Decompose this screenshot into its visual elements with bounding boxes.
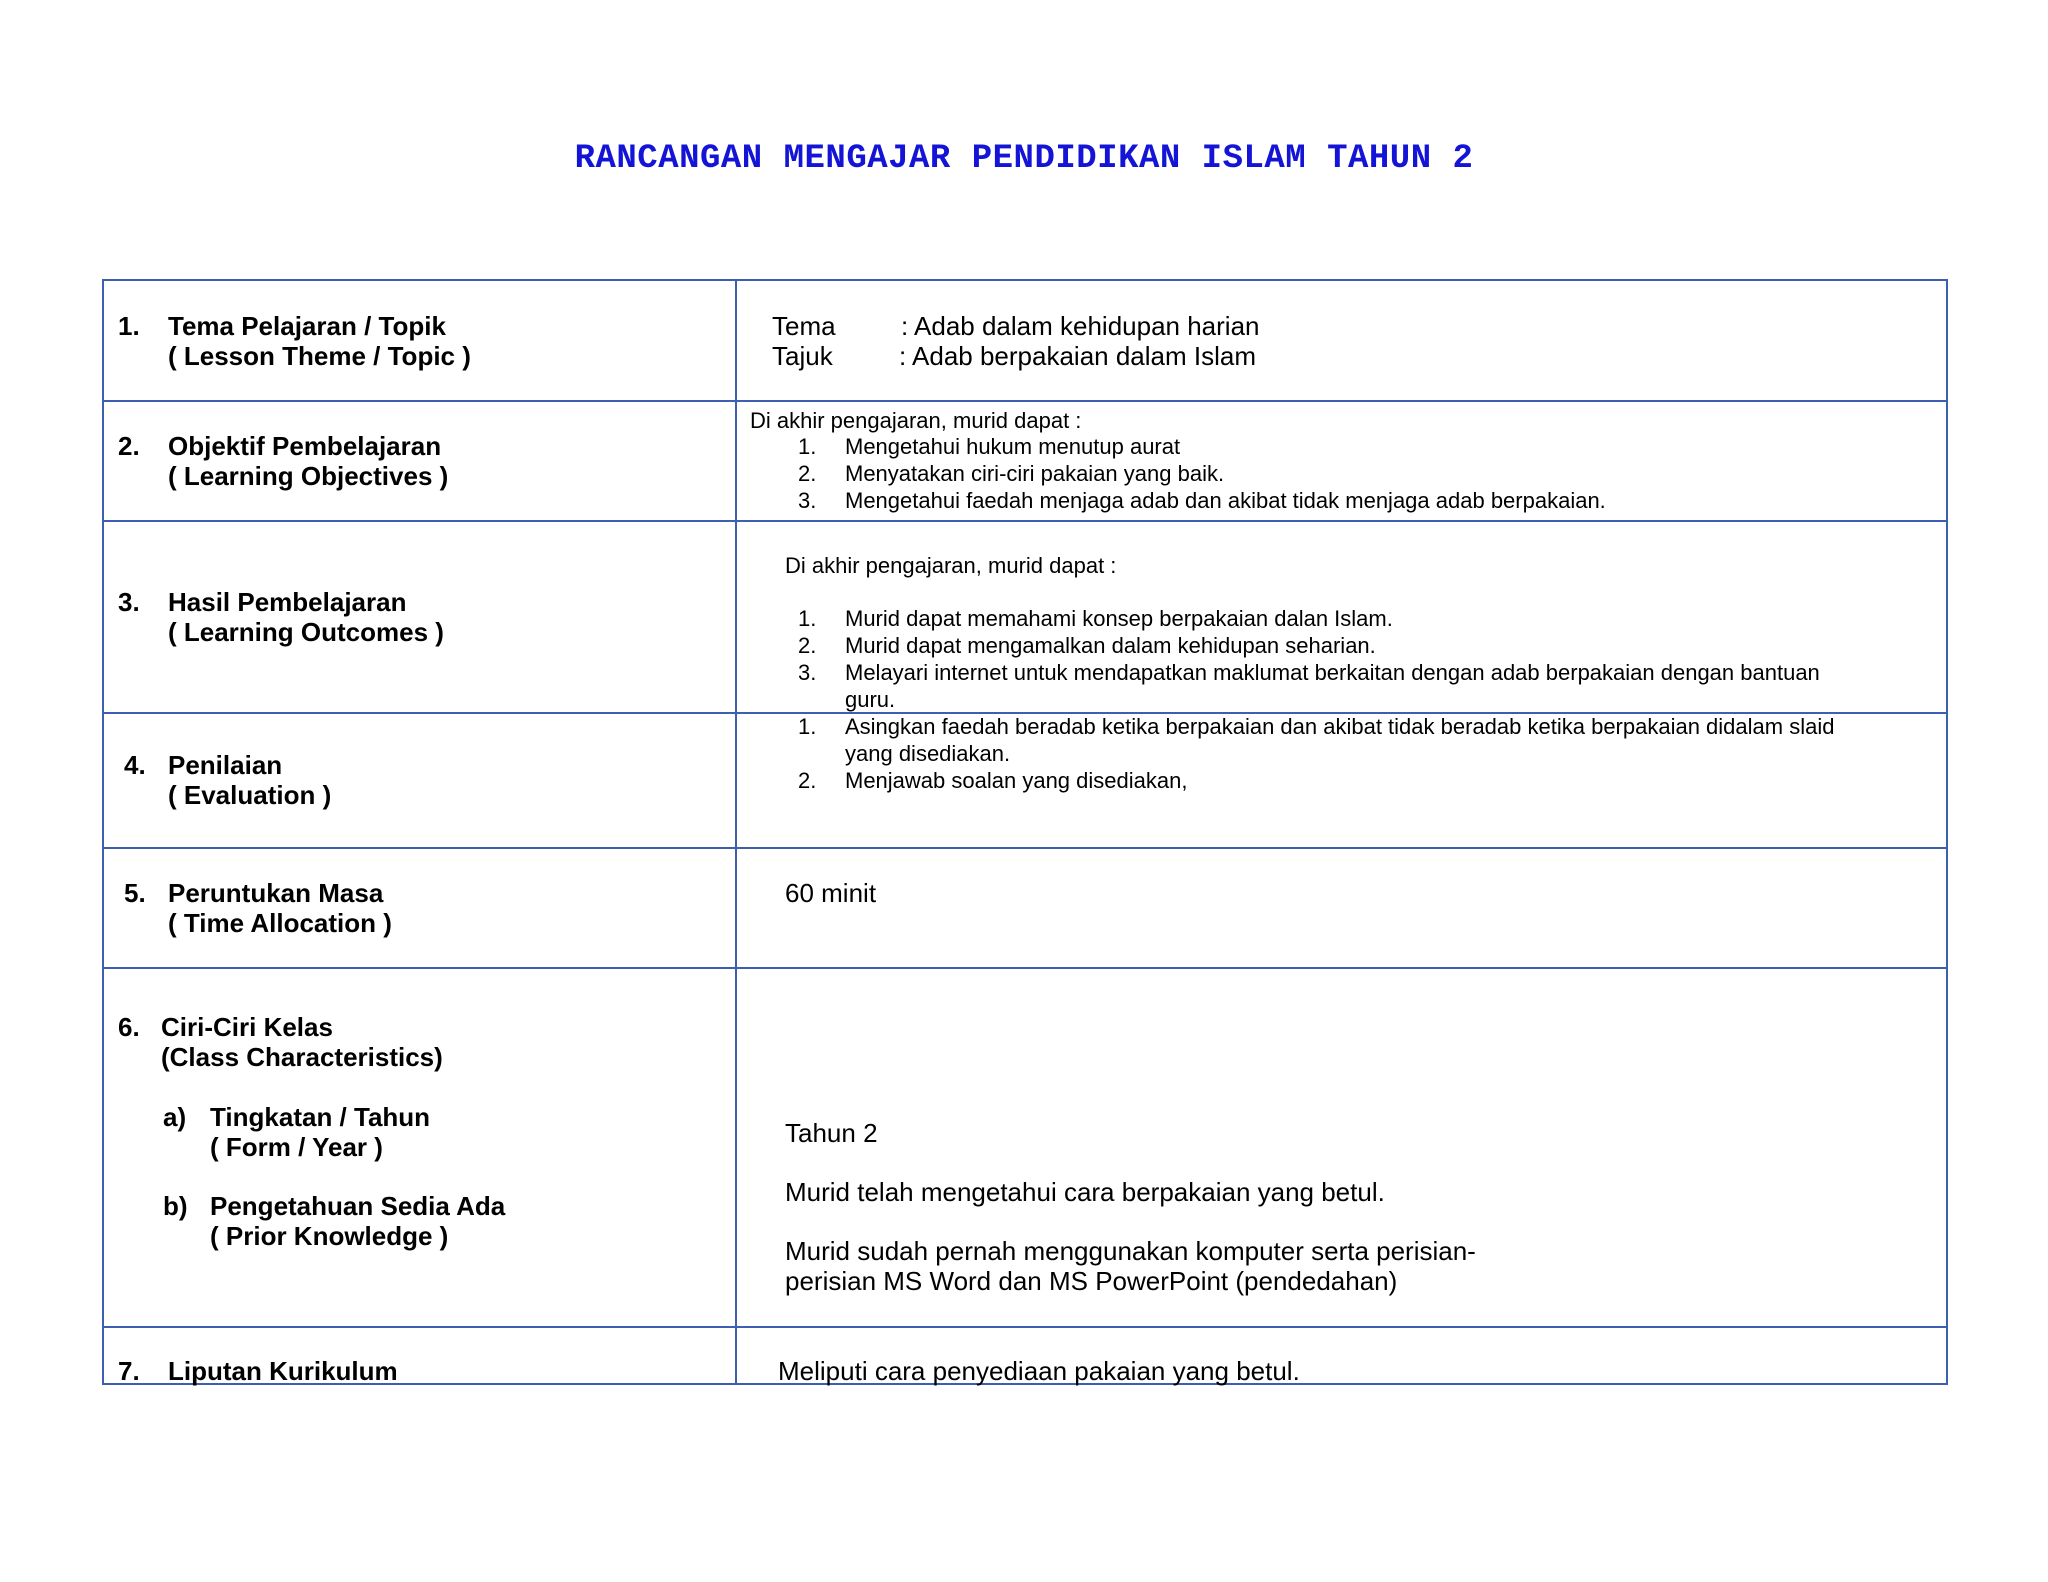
list-text: Mengetahui faedah menjaga adab dan akibat tidak menjaga adab berpakaian. bbox=[845, 488, 1606, 513]
list-text: Menyatakan ciri-ciri pakaian yang baik. bbox=[845, 461, 1225, 486]
list-text: Asingkan faedah beradab ketika berpakaian dan akibat tidak beradab ketika berpakaian didalam slaid bbox=[845, 714, 1835, 739]
list-number: 3. bbox=[798, 660, 817, 685]
row-subtitle: (Class Characteristics) bbox=[161, 1042, 443, 1072]
row-subtitle: ( Evaluation ) bbox=[168, 780, 332, 810]
row-number: 4. bbox=[124, 750, 146, 780]
row-number: 3. bbox=[118, 587, 140, 617]
row-title: Hasil Pembelajaran bbox=[168, 587, 407, 617]
curriculum-coverage-value: Meliputi cara penyediaan pakaian yang betul. bbox=[778, 1356, 1300, 1386]
row-subtitle: ( Lesson Theme / Topic ) bbox=[168, 341, 471, 371]
row-subtitle: ( Learning Outcomes ) bbox=[168, 617, 444, 647]
row-title: Liputan Kurikulum bbox=[168, 1356, 398, 1386]
objectives-intro: Di akhir pengajaran, murid dapat : bbox=[750, 408, 1082, 433]
tema-value: : Adab dalam kehidupan harian bbox=[901, 311, 1260, 341]
prior-knowledge-line-3: perisian MS Word dan MS PowerPoint (pendedahan) bbox=[785, 1266, 1398, 1296]
row-title: Peruntukan Masa bbox=[168, 878, 384, 908]
row-number: 7. bbox=[118, 1356, 140, 1386]
list-text: Murid dapat mengamalkan dalam kehidupan seharian. bbox=[845, 633, 1376, 658]
list-text: Menjawab soalan yang disediakan, bbox=[845, 768, 1188, 793]
sub-item-subtitle: ( Form / Year ) bbox=[210, 1132, 383, 1162]
row-divider bbox=[104, 520, 1946, 522]
list-text-continued: yang disediakan. bbox=[845, 741, 1011, 766]
sub-item-subtitle: ( Prior Knowledge ) bbox=[210, 1221, 449, 1251]
row-title: Tema Pelajaran / Topik bbox=[168, 311, 446, 341]
row-title: Objektif Pembelajaran bbox=[168, 431, 442, 461]
column-divider bbox=[735, 281, 737, 1383]
row-number: 1. bbox=[118, 311, 140, 341]
row-subtitle: ( Time Allocation ) bbox=[168, 908, 392, 938]
tajuk-value: : Adab berpakaian dalam Islam bbox=[899, 341, 1256, 371]
sub-item-letter: b) bbox=[163, 1191, 188, 1221]
lesson-plan-table bbox=[102, 279, 1948, 1385]
list-number: 2. bbox=[798, 461, 817, 486]
list-number: 2. bbox=[798, 633, 817, 658]
sub-item-title: Tingkatan / Tahun bbox=[210, 1102, 431, 1132]
list-number: 1. bbox=[798, 434, 817, 459]
form-year-value: Tahun 2 bbox=[785, 1118, 878, 1148]
sub-item-title: Pengetahuan Sedia Ada bbox=[210, 1191, 506, 1221]
list-text: Mengetahui hukum menutup aurat bbox=[845, 434, 1181, 459]
row-number: 5. bbox=[124, 878, 146, 908]
sub-item-letter: a) bbox=[163, 1102, 187, 1132]
row-subtitle: ( Learning Objectives ) bbox=[168, 461, 449, 491]
list-number: 1. bbox=[798, 606, 817, 631]
row-title: Ciri-Ciri Kelas bbox=[161, 1012, 333, 1042]
time-allocation-value: 60 minit bbox=[785, 878, 877, 908]
page-title: RANCANGAN MENGAJAR PENDIDIKAN ISLAM TAHUN 2 bbox=[574, 140, 1474, 178]
row-divider bbox=[104, 400, 1946, 402]
row-number: 2. bbox=[118, 431, 140, 461]
list-number: 1. bbox=[798, 714, 817, 739]
list-text: Murid dapat memahami konsep berpakaian dalan Islam. bbox=[845, 606, 1393, 631]
prior-knowledge-line-2: Murid sudah pernah menggunakan komputer serta perisian- bbox=[785, 1236, 1476, 1266]
row-divider bbox=[104, 967, 1946, 969]
row-number: 6. bbox=[118, 1012, 140, 1042]
list-number: 2. bbox=[798, 768, 817, 793]
list-text-continued: guru. bbox=[845, 687, 896, 712]
list-text: Melayari internet untuk mendapatkan maklumat berkaitan dengan adab berpakaian dengan bantuan bbox=[845, 660, 1820, 685]
row-title: Penilaian bbox=[168, 750, 283, 780]
tajuk-key: Tajuk bbox=[772, 341, 833, 371]
list-number: 3. bbox=[798, 488, 817, 513]
row-divider bbox=[104, 847, 1946, 849]
prior-knowledge-line-1: Murid telah mengetahui cara berpakaian yang betul. bbox=[785, 1177, 1385, 1207]
outcomes-intro: Di akhir pengajaran, murid dapat : bbox=[785, 553, 1117, 578]
tema-key: Tema bbox=[772, 311, 836, 341]
row-divider bbox=[104, 1326, 1946, 1328]
